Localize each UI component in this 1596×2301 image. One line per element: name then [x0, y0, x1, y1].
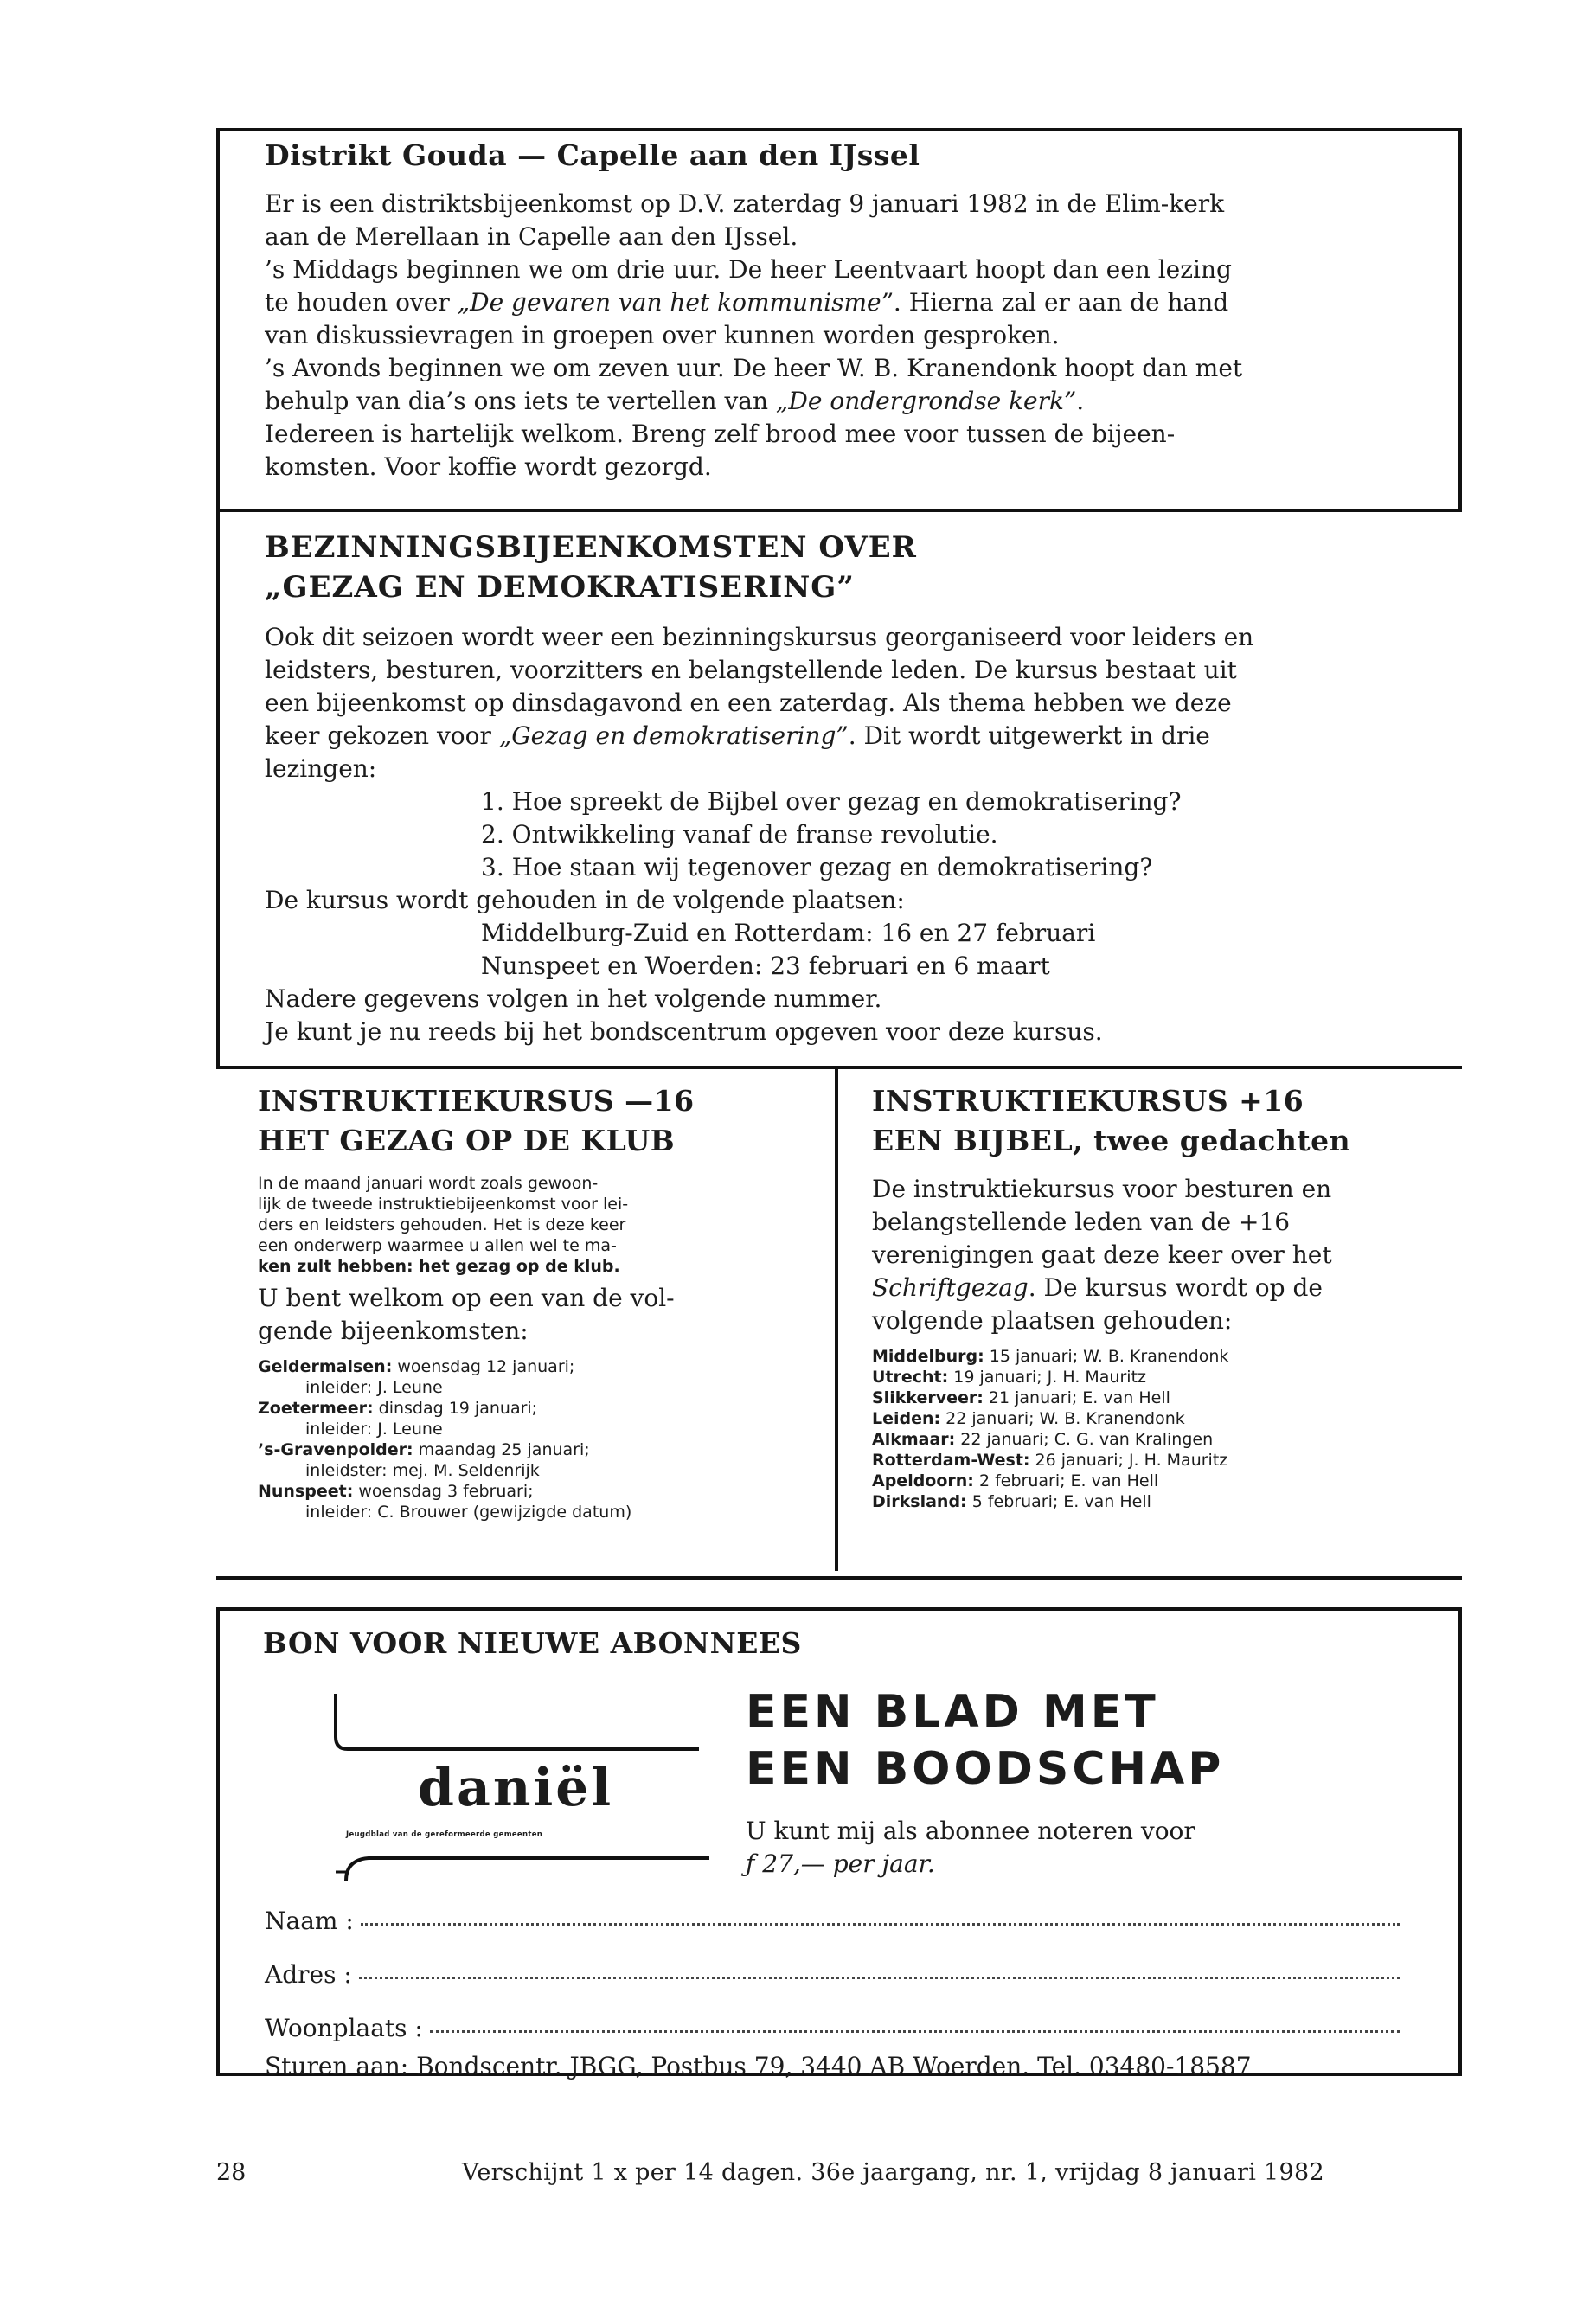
intro-line: ders en leidsters gehouden. Het is deze keer	[258, 1215, 626, 1234]
rule-after-reflection	[216, 1066, 1462, 1069]
district-line: Iedereen is hartelijk welkom. Breng zelf brood mee voor tussen de bijeen-	[265, 420, 1176, 448]
session-row: Apeldoorn: 2 februari; E. van Hell	[872, 1471, 1159, 1490]
logo-frame-lines	[260, 1687, 709, 1894]
district-line: komsten. Voor koffie wordt gezorgd.	[265, 452, 712, 481]
session-row: Zoetermeer: dinsdag 19 januari;	[258, 1399, 538, 1418]
right-frame-rule-coupon	[1458, 1609, 1462, 2076]
rule-coupon-bottom	[216, 2073, 1462, 2076]
course-plus16-title: INSTRUKTIEKURSUS +16 EEN BIJBEL, twee gedachten	[872, 1084, 1351, 1157]
intro-line: een onderwerp waarmee u allen wel te ma-	[258, 1236, 617, 1255]
session-row: Rotterdam-West: 26 januari; J. H. Mauritz	[872, 1451, 1228, 1470]
logo-name: daniël	[418, 1758, 614, 1818]
session-row: Slikkerveer: 21 januari; E. van Hell	[872, 1388, 1170, 1407]
coupon-title: BON VOOR NIEUWE ABONNEES	[263, 1626, 802, 1660]
session-speaker: inleider: J. Leune	[305, 1378, 443, 1397]
course-minus16-title: INSTRUKTIEKURSUS —16 HET GEZAG OP DE KLUB	[258, 1084, 695, 1157]
address-label: Adres :	[265, 1960, 352, 1989]
session-row: Alkmaar: 22 januari; C. G. van Kralingen	[872, 1430, 1214, 1449]
session-row: Geldermalsen: woensdag 12 januari;	[258, 1357, 575, 1376]
district-line: behulp van dia’s ons iets te vertellen van „De ondergrondse kerk”.	[265, 387, 1085, 415]
reflection-line: Ook dit seizoen wordt weer een bezinningskursus georganiseerd voor leiders en	[265, 623, 1254, 651]
reflection-line: lezingen:	[265, 754, 377, 783]
course-minus16-schedule	[258, 1356, 811, 1522]
course-plus16-schedule	[872, 1346, 1443, 1512]
rule-after-courses	[216, 1576, 1462, 1580]
reflection-line: leidsters, besturen, voorzitters en belangstellende leden. De kursus bestaat uit	[265, 656, 1237, 684]
district-section	[265, 138, 1441, 484]
course-minus16-column	[258, 1081, 811, 1522]
session-row: Leiden: 22 januari; W. B. Kranendonk	[872, 1409, 1185, 1428]
session-row: Utrecht: 19 januari; J. H. Mauritz	[872, 1368, 1146, 1387]
reflection-title: BEZINNINGSBIJEENKOMSTEN OVER „GEZAG EN DEMOKRATISERING”	[265, 530, 917, 605]
publication-line: Verschijnt 1 x per 14 dagen. 36e jaargang, nr. 1, vrijdag 8 januari 1982	[462, 2159, 1324, 2186]
intro-line: lijk de tweede instruktiebijeenkomst voor lei-	[258, 1195, 629, 1214]
course-minus16-welcome: U bent welkom op een van de vol- gende bijeenkomsten:	[258, 1284, 675, 1345]
closing-line: Nadere gegevens volgen in het volgende nummer.	[265, 984, 882, 1013]
course-plus16-body: De instruktiekursus voor besturen en belangstellende leden van de +16 verenigingen gaat deze keer over het Schriftgezag. De kursus wordt op de volgende plaatsen gehouden:	[872, 1175, 1332, 1335]
reflection-line: keer gekozen voor „Gezag en demokratisering”. Dit wordt uitgewerkt in drie	[265, 721, 1210, 750]
column-divider	[835, 1069, 838, 1571]
name-label: Naam :	[265, 1907, 354, 1935]
page-number: 28	[216, 2159, 247, 2186]
district-line: aan de Merellaan in Capelle aan den IJssel.	[265, 222, 798, 251]
places-intro: De kursus wordt gehouden in de volgende plaatsen:	[265, 886, 905, 914]
send-to-address: Sturen aan: Bondscentr. JBGG, Postbus 79, 3440 AB Woerden. Tel. 03480-18587	[265, 2052, 1252, 2080]
district-title: Distrikt Gouda — Capelle aan den IJssel	[265, 138, 920, 172]
district-line: ’s Avonds beginnen we om zeven uur. De heer W. B. Kranendonk hoopt dan met	[265, 354, 1243, 382]
intro-line: In de maand januari wordt zoals gewoon-	[258, 1174, 599, 1193]
place-line: Nunspeet en Woerden: 23 februari en 6 maart	[481, 952, 1050, 980]
session-row: Middelburg: 15 januari; W. B. Kranendonk	[872, 1347, 1229, 1366]
logo-tagline: Jeugdblad van de gereformeerde gemeenten	[346, 1830, 543, 1839]
city-dotted-line[interactable]	[430, 2030, 1400, 2033]
name-field[interactable]	[265, 1905, 1400, 1938]
lecture-item: 1. Hoe spreekt de Bijbel over gezag en demokratisering?	[481, 787, 1182, 816]
daniel-logo	[260, 1687, 709, 1894]
place-line: Middelburg-Zuid en Rotterdam: 16 en 27 februari	[481, 919, 1096, 947]
session-row: Dirksland: 5 februari; E. van Hell	[872, 1492, 1151, 1511]
city-field[interactable]	[265, 2012, 1400, 2045]
reflection-section	[265, 528, 1441, 1048]
session-row: ’s-Gravenpolder: maandag 25 januari;	[258, 1440, 590, 1459]
session-row: Nunspeet: woensdag 3 februari;	[258, 1482, 534, 1501]
left-frame-rule	[216, 128, 220, 1067]
district-line: ’s Middags beginnen we om drie uur. De heer Leentvaart hoopt dan een lezing	[265, 255, 1232, 284]
name-dotted-line[interactable]	[361, 1923, 1400, 1926]
lecture-item: 3. Hoe staan wij tegenover gezag en demokratisering?	[481, 853, 1153, 881]
rule-coupon-top	[216, 1607, 1462, 1611]
right-frame-rule	[1458, 130, 1462, 510]
course-minus16-intro	[258, 1173, 811, 1277]
district-line: van diskussievragen in groepen over kunnen worden gesproken.	[265, 321, 1060, 349]
address-field[interactable]	[265, 1958, 1400, 1991]
lecture-item: 2. Ontwikkeling vanaf de franse revolutie.	[481, 820, 998, 849]
session-speaker: inleider: C. Brouwer (gewijzigde datum)	[305, 1503, 632, 1522]
address-dotted-line[interactable]	[359, 1977, 1400, 1979]
district-line: Er is een distriktsbijeenkomst op D.V. zaterdag 9 januari 1982 in de Elim-kerk	[265, 189, 1225, 218]
lecture-list	[265, 785, 1441, 884]
reflection-line: een bijeenkomst op dinsdagavond en een zaterdag. Als thema hebben we deze	[265, 689, 1232, 717]
top-rule	[216, 128, 1462, 131]
course-plus16-column	[872, 1081, 1443, 1512]
closing-line: Je kunt je nu reeds bij het bondscentrum opgeven voor deze kursus.	[265, 1017, 1103, 1046]
session-speaker: inleidster: mej. M. Seldenrijk	[305, 1461, 540, 1480]
city-label: Woonplaats :	[265, 2014, 423, 2042]
reflection-text	[265, 621, 1441, 1048]
rule-after-district	[216, 509, 1462, 512]
slogan: EEN BLAD MET EEN BOODSCHAP	[746, 1686, 1225, 1795]
session-speaker: inleider: J. Leune	[305, 1420, 443, 1439]
district-text	[265, 188, 1441, 484]
left-frame-rule-coupon	[216, 1609, 220, 2076]
intro-line: ken zult hebben: het gezag op de klub.	[258, 1257, 620, 1276]
district-line: te houden over „De gevaren van het kommunisme”. Hierna zal er aan de hand	[265, 288, 1229, 317]
subscribe-text: U kunt mij als abonnee noteren voor ƒ 27,— per jaar.	[746, 1817, 1195, 1878]
